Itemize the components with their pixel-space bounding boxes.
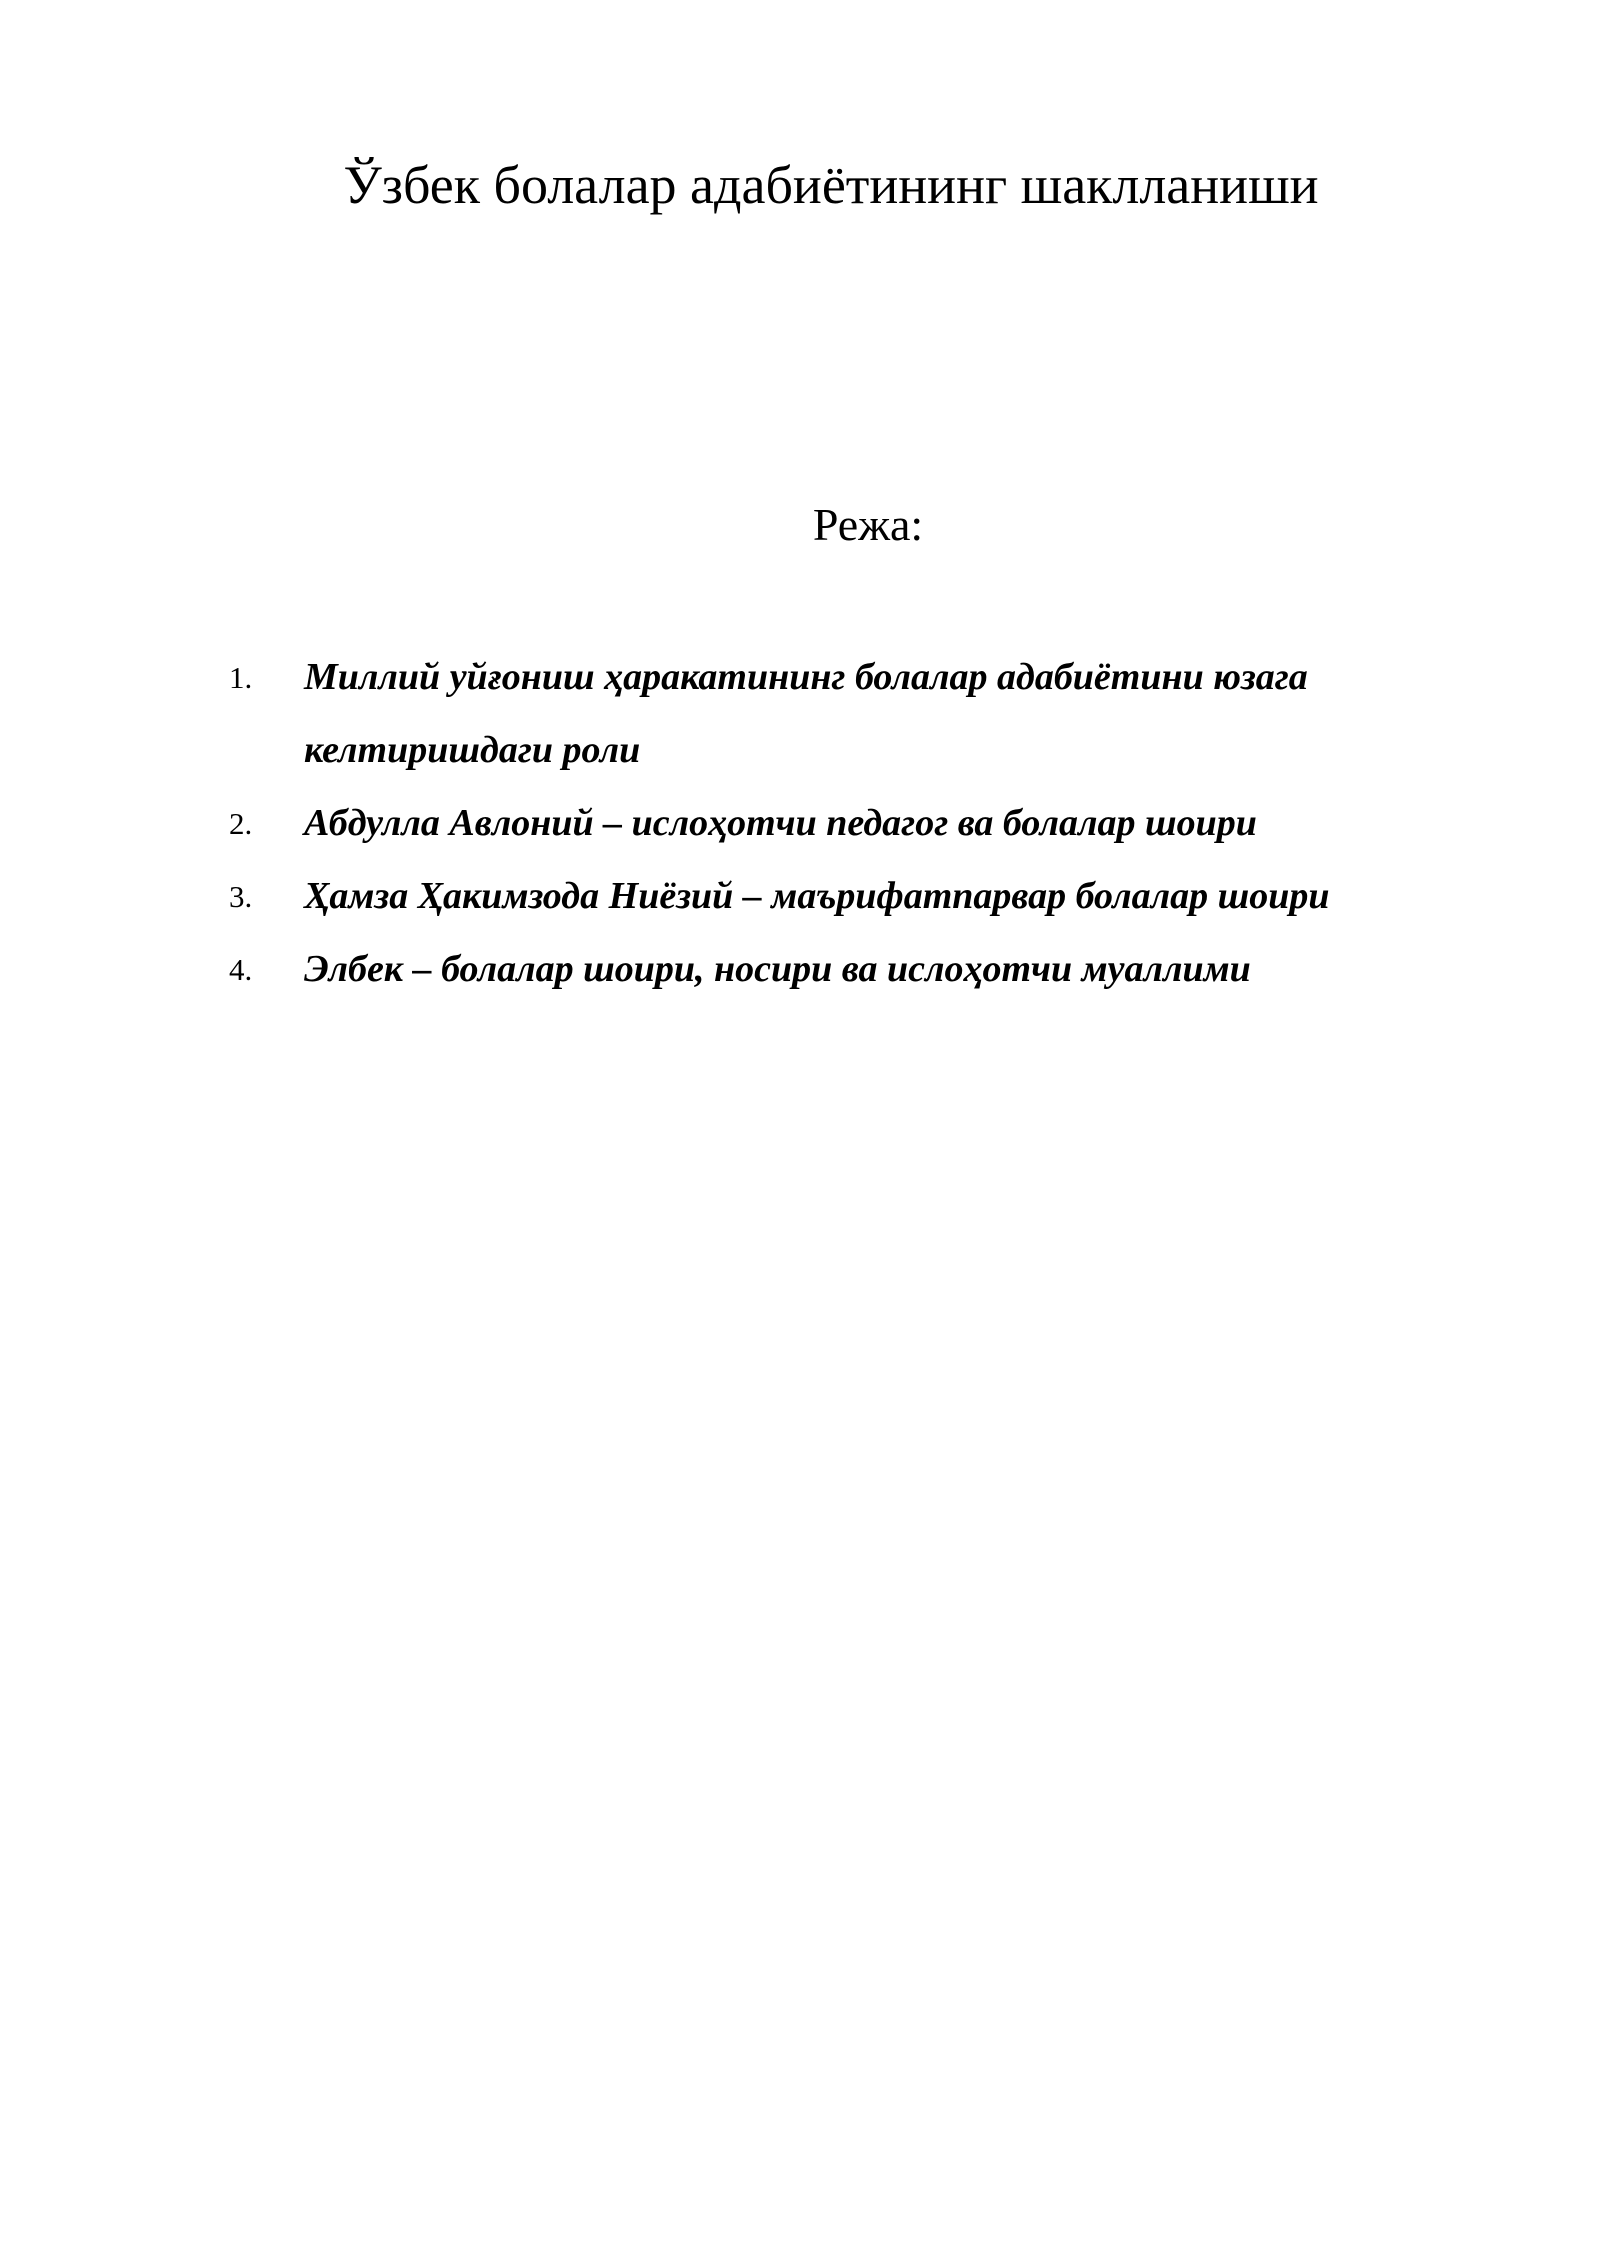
plan-item-number: 1. — [229, 660, 253, 695]
plan-item-text-line: Ҳамза Ҳакимзода Ниёзий – маърифатпарвар болалар шоири — [304, 875, 1330, 917]
plan-item — [0, 641, 1600, 787]
plan-item-text-line: Элбек – болалар шоири, носири ва ислоҳотчи муаллими — [304, 948, 1251, 990]
plan-list — [0, 641, 1600, 1006]
plan-item-number: 4. — [229, 952, 253, 987]
plan-item-number: 3. — [229, 879, 253, 914]
plan-item-text-line: Абдулла Авлоний – ислоҳотчи педагог ва болалар шоири — [304, 802, 1257, 844]
plan-item — [0, 787, 1600, 860]
plan-heading: Режа: — [812, 499, 924, 550]
document-title: Ўзбек болалар адабиётининг шаклланиши — [343, 155, 1319, 215]
plan-item — [0, 933, 1600, 1006]
plan-item-text-line: келтиришдаги роли — [304, 729, 641, 771]
plan-item — [0, 860, 1600, 933]
plan-item-number: 2. — [229, 806, 253, 841]
plan-item-text-line: Миллий уйғониш ҳаракатининг болалар адабиётини юзага — [304, 656, 1308, 698]
